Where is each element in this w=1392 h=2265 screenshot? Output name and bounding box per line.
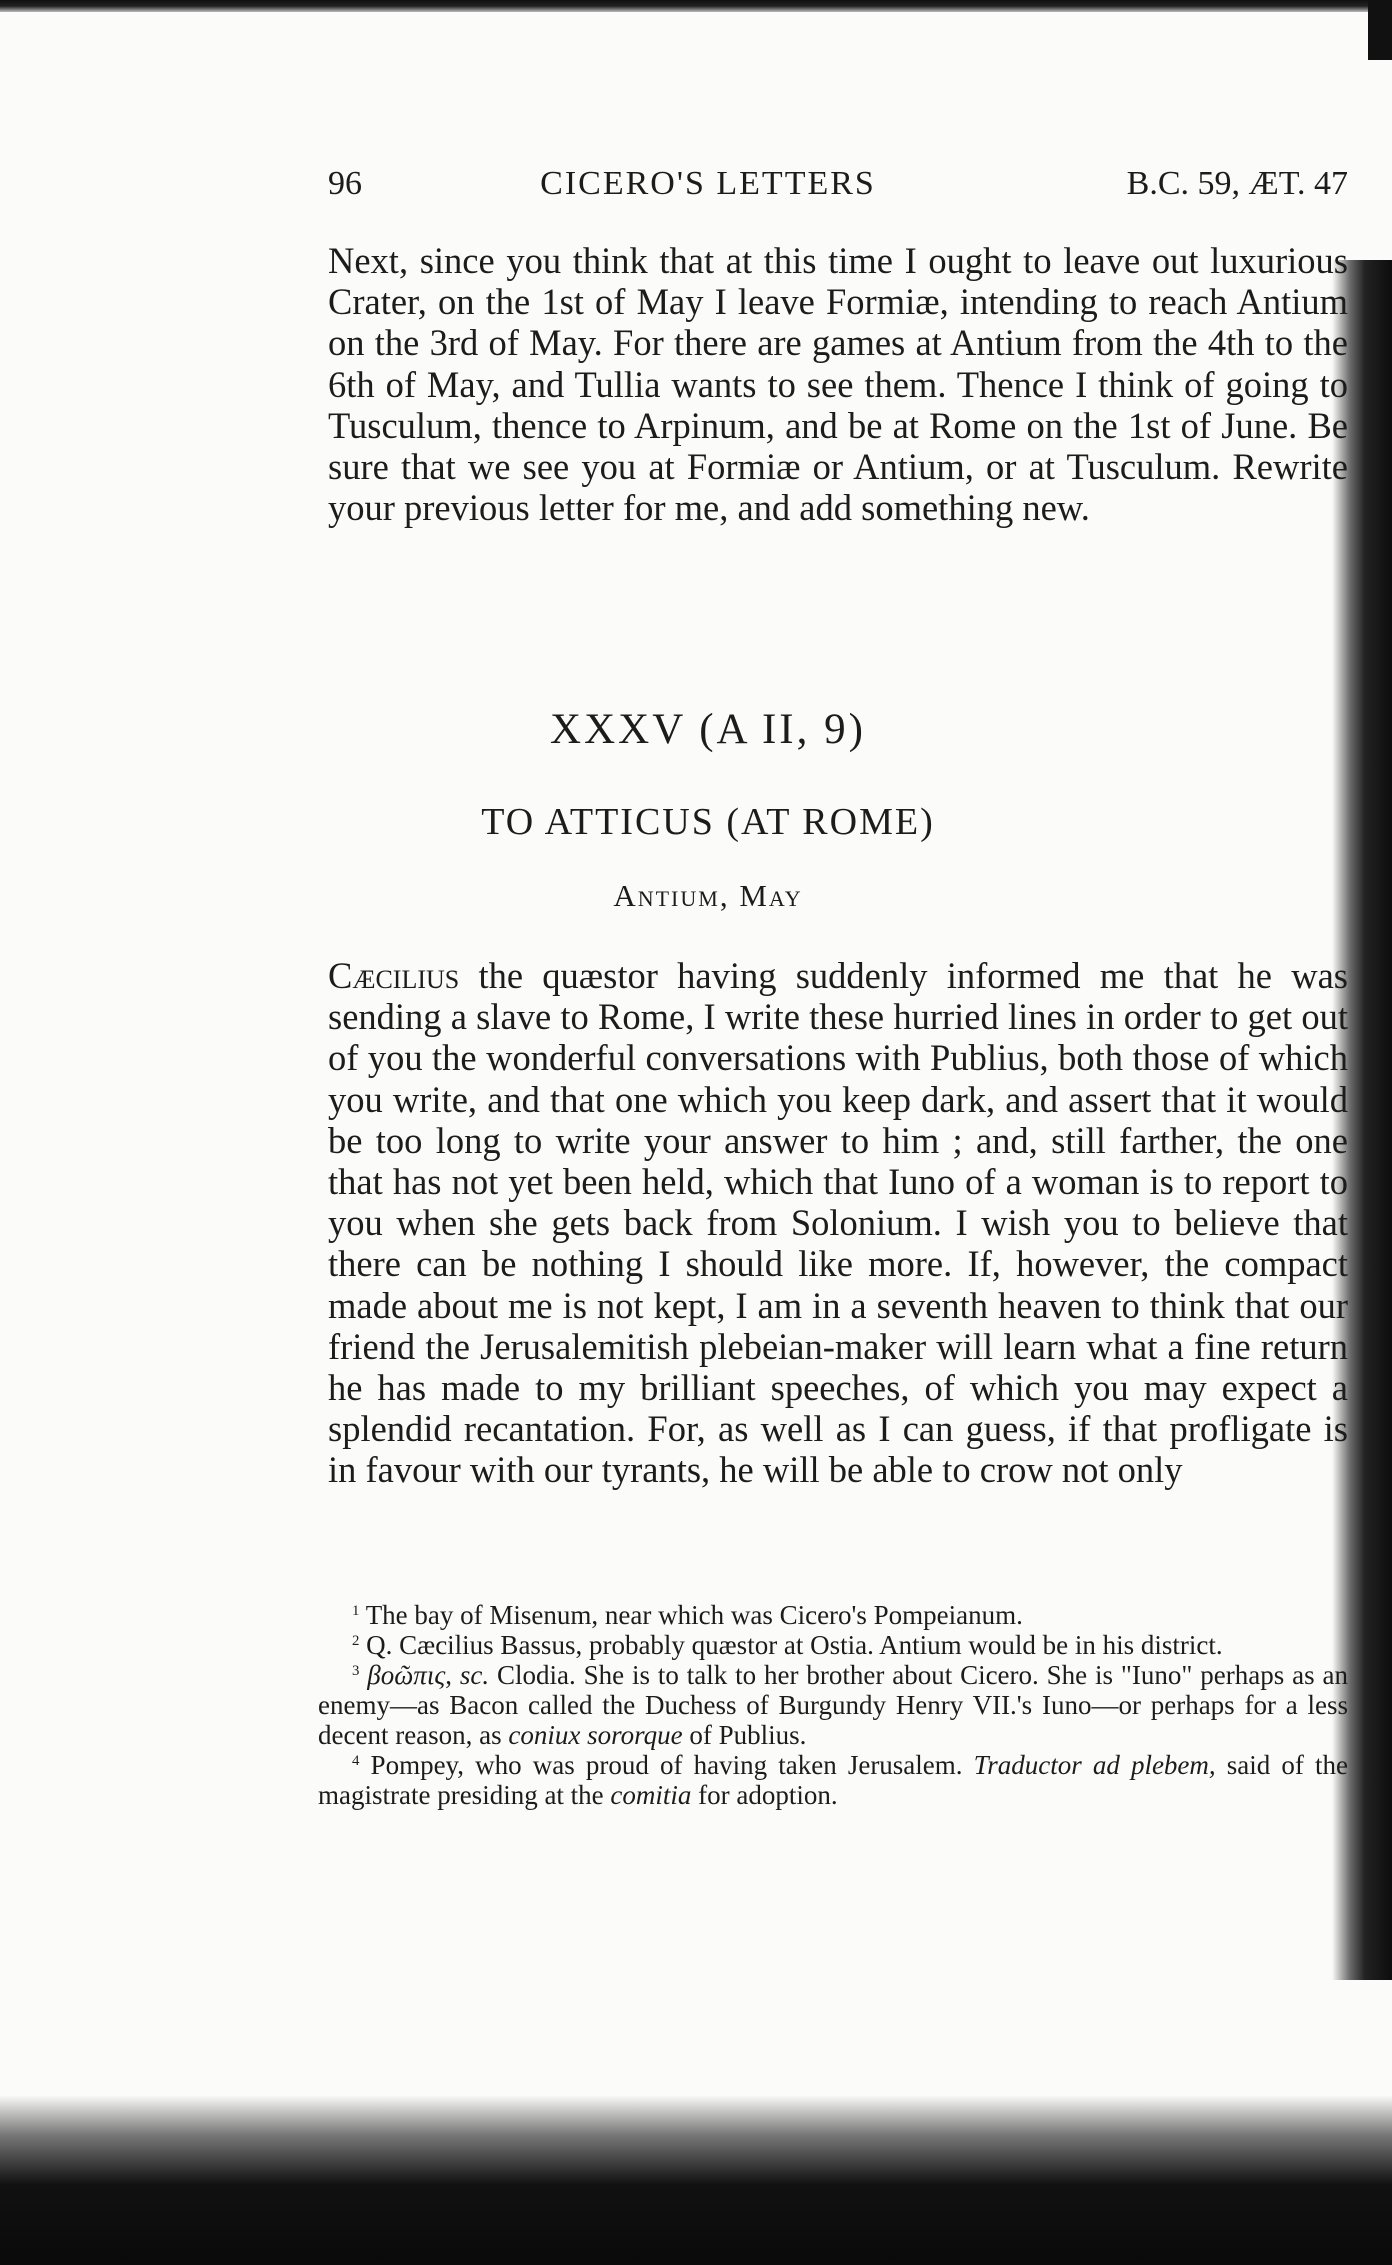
- scan-bottom-edge: [0, 2095, 1392, 2265]
- letter-addressee: TO ATTICUS (AT ROME): [481, 801, 935, 843]
- scan-top-edge: [0, 0, 1392, 12]
- footnote-latin-1: Traductor ad plebem,: [973, 1750, 1216, 1780]
- footnote-latin-2: comitia: [610, 1780, 692, 1810]
- footnote-2: [318, 1630, 1348, 1660]
- footnote-3: $^3$ βοῶπις, sc. Clodia. She is to talk to her brother about Cicero. She is "Iuno" perhaps as an enemy—as Bacon called the Duchess of Burgundy Henry VII.'s Iuno—or perhaps for a less decent reason, as coniux sororque of Publius.: [318, 1660, 1348, 1750]
- footnote-number: 4: [352, 1753, 360, 1770]
- footnote-greek: βοῶπις: [367, 1660, 446, 1690]
- paragraph-2-body: the quæstor having suddenly informed me that he was sending a slave to Rome, I write these hurried lines in order to get out of you the wonderful conversations with Publius, both those of which you write, and that one which you keep dark, and assert that it would be too long to write your answer to him ; and, still farther, the one that has not yet been held, which that Iuno of a woman is to report to you when she gets back from Solonium. I wish you to believe that there can be nothing I should like more. If, however, the compact made about me is not kept, I am in a seventh heaven to think that our friend the Jerusalemitish plebeian-maker will learn what a fine return he has made to my brilliant speeches, of which you may expect a splendid recantation. For, as well as I can guess, if that profligate is in favour with our tyrants, he will be able to crow not only: [328, 955, 1348, 1491]
- running-title: CICERO'S LETTERS: [540, 165, 876, 202]
- footnote-1: [318, 1600, 1348, 1630]
- footnote-tail: of Publius.: [689, 1720, 807, 1750]
- paragraph-2: [328, 955, 1348, 1491]
- footnote-sc: sc.: [459, 1660, 490, 1690]
- letter-number: XXXV (A II, 9): [550, 706, 866, 753]
- page-number: 96: [328, 165, 362, 202]
- running-header: [328, 165, 1348, 215]
- footnote-number: 1: [352, 1603, 360, 1620]
- letter-place-date: Antium, May: [613, 878, 803, 913]
- footnote-text: Q. Cæcilius Bassus, probably quæstor at Ostia. Antium would be in his district.: [366, 1630, 1223, 1660]
- footnote-text-2: said of the magistrate presiding at the: [318, 1750, 1349, 1810]
- footnote-latin: coniux sororque: [508, 1720, 683, 1750]
- date-reference: B.C. 59, ÆT. 47: [1126, 165, 1348, 202]
- footnote-number: 2: [352, 1633, 360, 1650]
- footnote-text-3: for adoption.: [698, 1780, 838, 1810]
- footnote-text: The bay of Misenum, near which was Cicero's Pompeianum.: [365, 1600, 1023, 1630]
- footnote-4: [318, 1750, 1348, 1810]
- footnotes: [318, 1600, 1348, 1810]
- opening-word: Cæcilius: [328, 955, 460, 996]
- footnote-number: 3: [352, 1663, 360, 1680]
- paragraph-1: Next, since you think that at this time I ought to leave out luxurious Crater, on the 1st of May I leave Formiæ, intending to reach Antium on the 3rd of May. For there are games at Antium from the 4th to the 6th of May, and Tullia wants to see them. Thence I think of going to Tusculum, thence to Arpinum, and be at Rome on the 1st of June. Be sure that we see you at Formiæ or Antium, or at Tusculum. Rewrite your previous letter for me, and add something new.: [328, 240, 1348, 529]
- footnote-text: Clodia. She is to talk to her brother about Cicero. She is "Iuno" perhaps as an enemy—as Bacon called the Duchess of Burgundy Henry VII.'s Iuno—or perhaps for a less decent reason, as: [318, 1660, 1348, 1750]
- scan-top-corner: [1368, 0, 1392, 60]
- footnote-text: Pompey, who was proud of having taken Jerusalem.: [370, 1750, 963, 1780]
